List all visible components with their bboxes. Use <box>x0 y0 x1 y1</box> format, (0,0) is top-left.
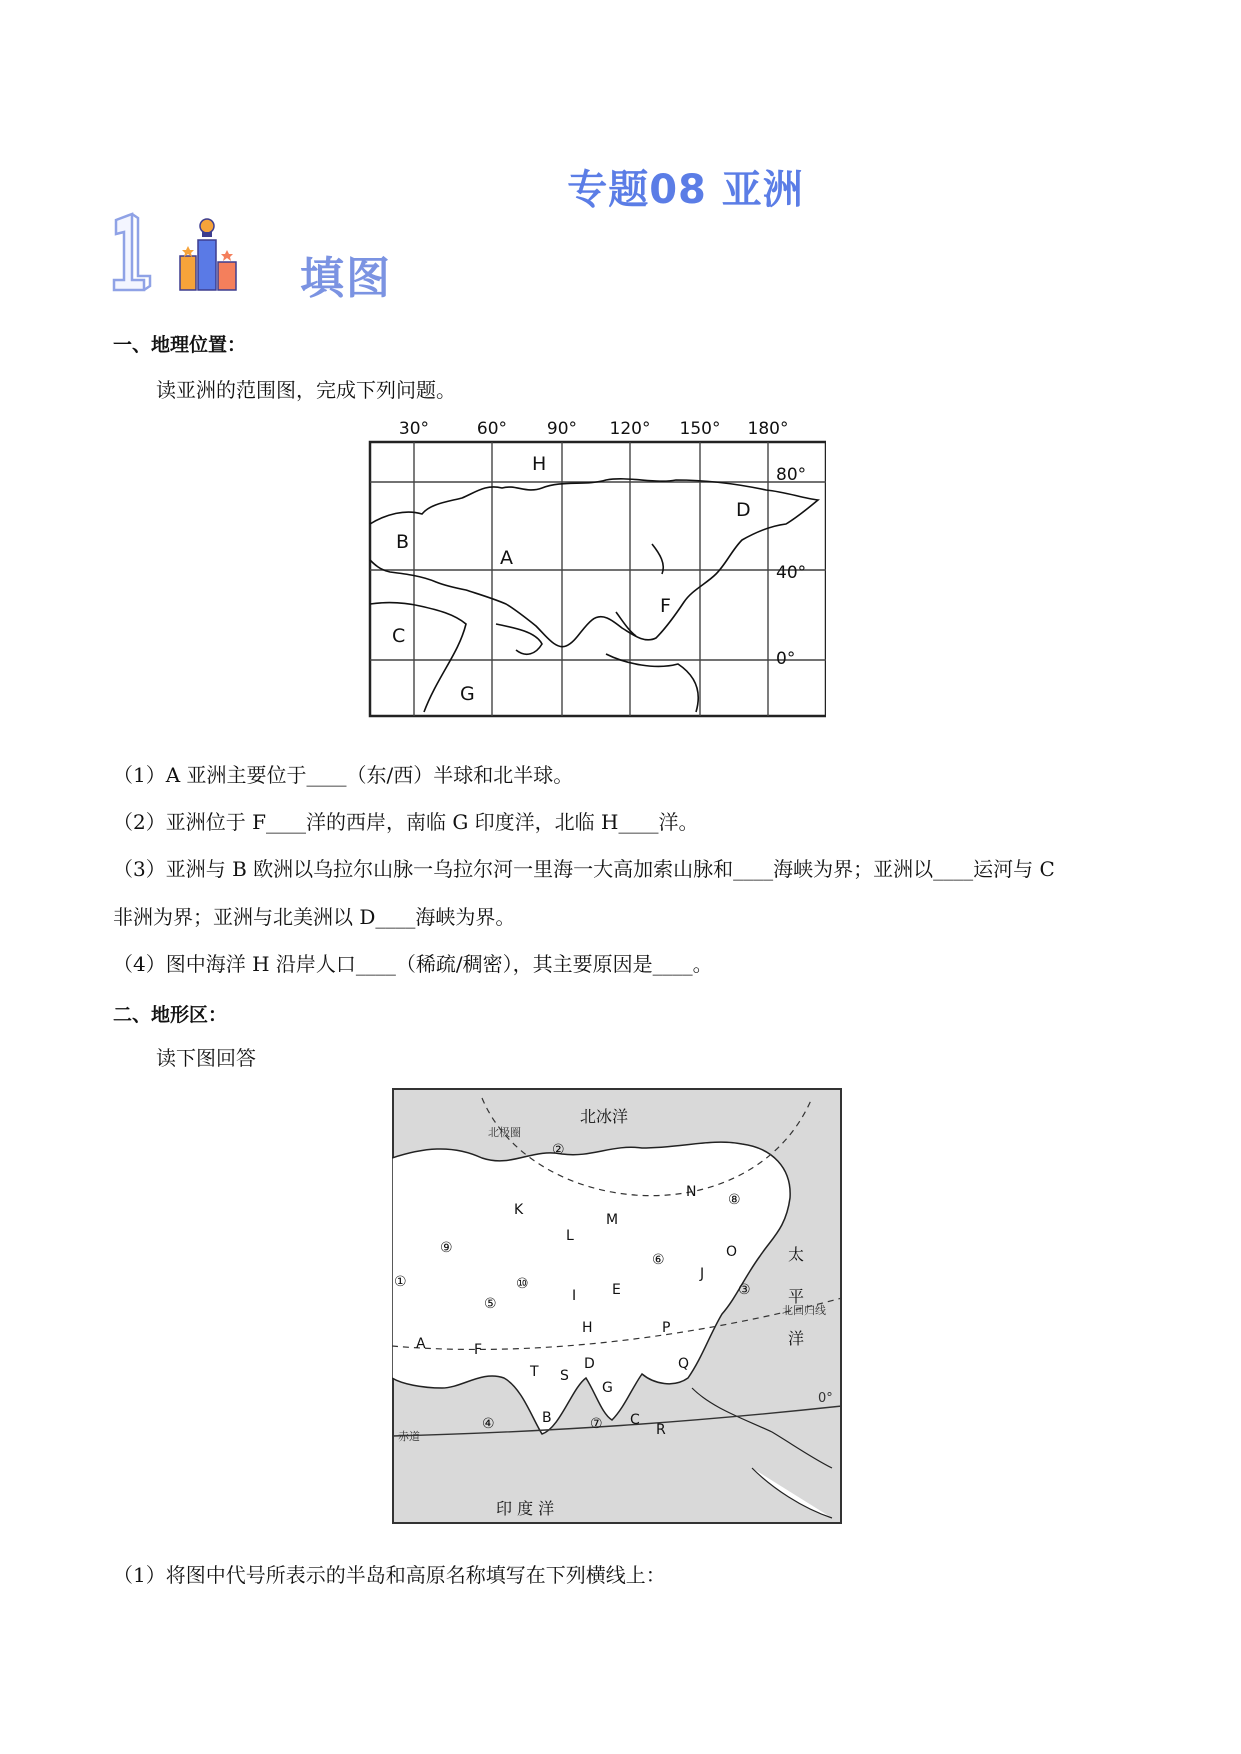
section2-question-1: （1）将图中代号所表示的半岛和高原名称填写在下列横线上： <box>113 1563 666 1587</box>
letter-G: G <box>602 1380 613 1396</box>
letter-P: P <box>662 1320 671 1336</box>
letter-D: D <box>584 1356 595 1372</box>
letter-A: A <box>416 1336 426 1352</box>
letter-J: J <box>700 1266 705 1282</box>
banner-label: 填图 <box>300 253 392 304</box>
letter-T: T <box>530 1364 539 1380</box>
section2-heading: 二、地形区： <box>113 1004 228 1026</box>
map-frame <box>370 442 826 716</box>
lon-label: 120° <box>609 419 651 439</box>
marker-9: ⑨ <box>440 1240 453 1256</box>
trophy-podium-icon <box>180 219 236 290</box>
lon-label: 180° <box>747 419 789 439</box>
ocean-label-indian: 印 度 洋 <box>496 1499 555 1518</box>
marker-10: ⑩ <box>516 1276 529 1292</box>
map-letter-C: C <box>392 625 406 647</box>
letter-K: K <box>514 1202 524 1218</box>
marker-5: ⑤ <box>484 1296 497 1312</box>
page-title: 专题08 亚洲 <box>567 167 804 213</box>
letter-I: I <box>572 1288 577 1304</box>
marker-2: ② <box>552 1142 565 1158</box>
ocean-label-pacific-1: 太 <box>788 1245 805 1264</box>
marker-4: ④ <box>482 1416 495 1432</box>
equator-label: 赤道 <box>398 1430 420 1443</box>
letter-O: O <box>726 1244 738 1260</box>
zero-degree-label: 0° <box>818 1391 833 1406</box>
marker-3: ③ <box>738 1282 751 1298</box>
map-letter-B: B <box>396 531 410 553</box>
map-letter-H: H <box>532 453 547 475</box>
lat-label: 0° <box>776 649 796 669</box>
lon-label: 30° <box>398 419 430 439</box>
banner-number-graphic <box>114 214 150 290</box>
marker-1: ① <box>394 1274 407 1290</box>
tropic-label: 北回归线 <box>782 1304 826 1317</box>
section2-intro: 读下图回答 <box>156 1046 256 1070</box>
lat-label: 40° <box>776 563 807 583</box>
lon-label: 60° <box>476 419 508 439</box>
section1-heading: 一、地理位置： <box>113 334 247 356</box>
section1-intro: 读亚洲的范围图，完成下列问题。 <box>156 378 456 402</box>
letter-Q: Q <box>678 1356 690 1372</box>
marker-8: ⑧ <box>728 1192 741 1208</box>
arctic-circle-label: 北极圈 <box>488 1126 521 1139</box>
lat-label: 80° <box>776 465 807 485</box>
asia-range-map <box>366 414 826 722</box>
letter-B: B <box>542 1410 552 1426</box>
question-3-line2: 非洲为界；亚洲与北美洲以 D____海峡为界。 <box>113 905 516 929</box>
ocean-label-arctic: 北冰洋 <box>580 1107 629 1126</box>
letter-S: S <box>560 1368 569 1384</box>
lon-label: 90° <box>546 419 578 439</box>
question-3-line1: （3）亚洲与 B 欧洲以乌拉尔山脉一乌拉尔河一里海一大高加索山脉和____海峡为界；亚洲以____运河与 C <box>113 857 1055 881</box>
map-letter-A: A <box>500 547 513 569</box>
letter-H: H <box>582 1320 593 1336</box>
letter-L: L <box>566 1228 574 1244</box>
letter-C: C <box>630 1412 640 1428</box>
ocean-label-pacific-3: 洋 <box>788 1329 805 1348</box>
map-letter-G: G <box>460 683 475 705</box>
map-letter-D: D <box>736 499 751 521</box>
letter-F: F <box>474 1342 483 1358</box>
lon-label: 150° <box>679 419 721 439</box>
marker-7: ⑦ <box>590 1416 603 1432</box>
question-1: （1）A 亚洲主要位于____（东/西）半球和北半球。 <box>113 763 574 787</box>
letter-M: M <box>606 1212 619 1228</box>
longitude-labels <box>399 419 789 439</box>
letter-R: R <box>656 1422 666 1438</box>
ocean-label-pacific-2: 平 <box>788 1287 805 1306</box>
map-letter-F: F <box>660 595 671 617</box>
question-4: （4）图中海洋 H 沿岸人口____（稀疏/稠密），其主要原因是____。 <box>113 952 713 976</box>
letter-N: N <box>686 1184 697 1200</box>
marker-6: ⑥ <box>652 1252 665 1268</box>
letter-E: E <box>612 1282 621 1298</box>
question-2: （2）亚洲位于 F____洋的西岸，南临 G 印度洋，北临 H____洋。 <box>113 810 699 834</box>
asia-terrain-map <box>392 1088 842 1524</box>
